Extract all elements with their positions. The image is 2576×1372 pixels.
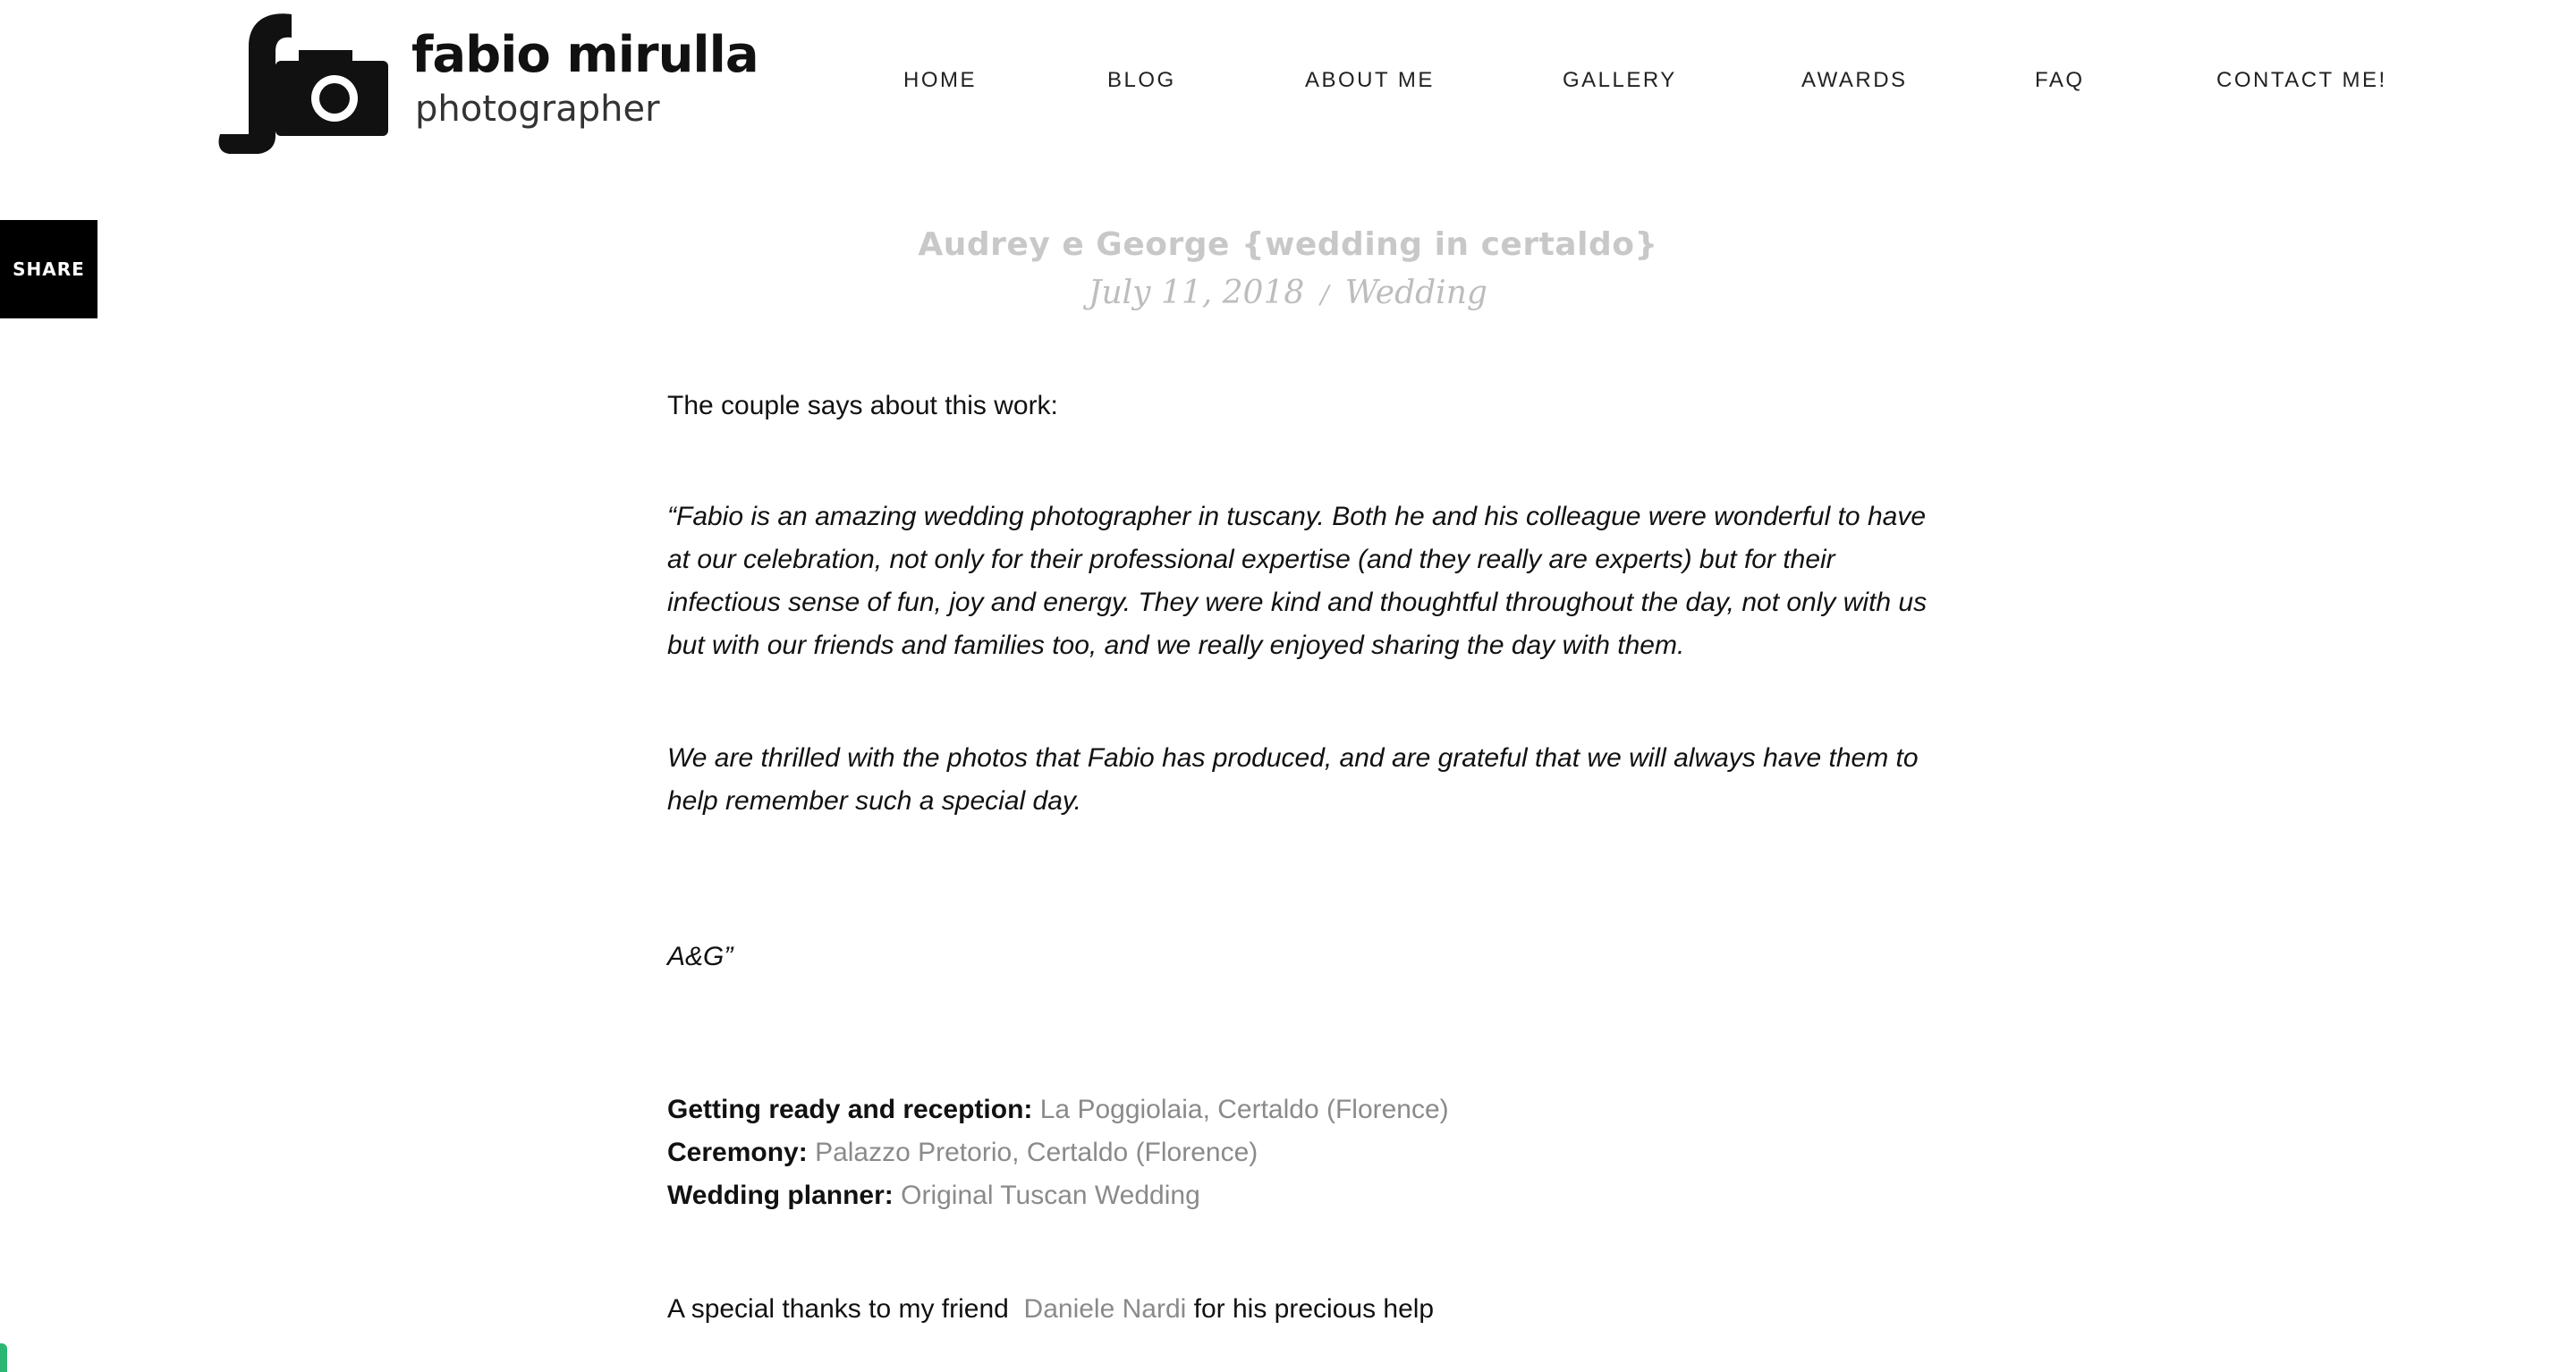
credit-label: Wedding planner: xyxy=(667,1181,894,1210)
intro-paragraph: The couple says about this work: xyxy=(667,391,1058,420)
thanks-paragraph xyxy=(667,1288,1946,1331)
meta-separator: / xyxy=(1320,280,1329,309)
credit-label: Getting ready and reception: xyxy=(667,1095,1033,1124)
thanks-text-after: for his precious help xyxy=(1193,1294,1435,1324)
credit-row xyxy=(667,1174,1946,1217)
post-category-link[interactable]: Wedding xyxy=(1344,275,1487,311)
credit-row xyxy=(667,1131,1946,1174)
post-title: Audrey e George {wedding in certaldo} xyxy=(918,226,1658,263)
credit-label: Ceremony: xyxy=(667,1138,808,1167)
credit-row xyxy=(667,1088,1946,1131)
nav-about-me[interactable]: ABOUT ME xyxy=(1305,68,1435,92)
logo-subtitle: photographer xyxy=(415,89,660,130)
nav-awards[interactable]: AWARDS xyxy=(1801,68,1908,92)
nav-faq[interactable]: FAQ xyxy=(2035,68,2085,92)
nav-contact-me[interactable]: CONTACT ME! xyxy=(2216,68,2387,92)
thanks-friend-link[interactable]: Daniele Nardi xyxy=(1023,1294,1187,1324)
post-date: July 11, 2018 xyxy=(1089,275,1305,311)
testimonial-signature: A&G” xyxy=(667,942,733,971)
testimonial-paragraph-1: “Fabio is an amazing wedding photographer in tuscany. Both he and his colleague were wonderful to have at our celebration, not only for their professional expertise (and they really are experts) but for their infectious sense of fun, joy and energy. They were kind and thoughtful throughout the day, not only with us but with our friends and families too, and we really enjoyed sharing the day with them. xyxy=(667,502,1928,660)
credit-link-ceremony[interactable]: Palazzo Pretorio, Certaldo (Florence) xyxy=(815,1138,1258,1167)
credit-link-planner[interactable]: Original Tuscan Wedding xyxy=(901,1181,1200,1210)
nav-gallery[interactable]: GALLERY xyxy=(1563,68,1677,92)
testimonial-paragraph-2: We are thrilled with the photos that Fabio has produced, and are grateful that we will always have them to help remember such a special day. xyxy=(667,743,1919,816)
thanks-text-before: A special thanks to my friend xyxy=(667,1294,1009,1324)
chat-widget-edge[interactable] xyxy=(0,1343,7,1372)
logo-name: fabio mirulla xyxy=(411,26,758,84)
nav-home[interactable]: HOME xyxy=(903,68,977,92)
credit-link-venue[interactable]: La Poggiolaia, Certaldo (Florence) xyxy=(1039,1095,1449,1124)
post-meta xyxy=(0,274,2576,312)
share-label: SHARE xyxy=(13,258,85,280)
credits-block xyxy=(667,1088,1946,1217)
nav-blog[interactable]: BLOG xyxy=(1107,68,1176,92)
main-nav xyxy=(0,68,2576,100)
